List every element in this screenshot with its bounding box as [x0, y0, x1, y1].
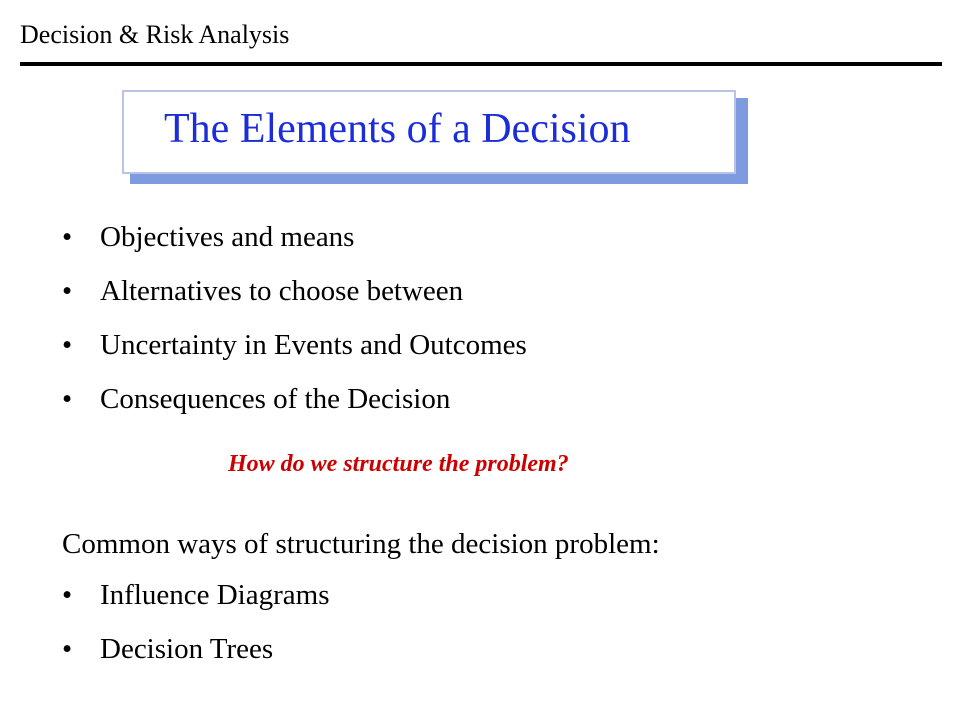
list-item — [62, 382, 527, 436]
list-item-text: Decision Trees — [100, 633, 274, 665]
course-title: Decision & Risk Analysis — [20, 20, 290, 49]
bullet-icon: • — [62, 275, 73, 307]
slide-title-box — [122, 90, 736, 174]
structure-question: How do we structure the problem? — [228, 451, 569, 477]
structuring-methods-list — [62, 578, 329, 686]
list-item-text: Influence Diagrams — [100, 579, 330, 611]
list-item — [62, 274, 527, 328]
list-item-text: Consequences of the Decision — [100, 383, 451, 415]
list-item — [62, 328, 527, 382]
list-item-text: Uncertainty in Events and Outcomes — [100, 329, 527, 361]
bullet-icon: • — [62, 633, 73, 665]
decision-elements-list — [62, 220, 527, 436]
bullet-icon: • — [62, 329, 73, 361]
slide-title: The Elements of a Decision — [164, 106, 631, 152]
list-item — [62, 578, 329, 632]
list-item — [62, 632, 329, 686]
bullet-icon: • — [62, 221, 73, 253]
header-divider — [20, 62, 942, 66]
bullet-icon: • — [62, 579, 73, 611]
structuring-subheading: Common ways of structuring the decision problem: — [62, 528, 660, 560]
list-item — [62, 220, 527, 274]
list-item-text: Alternatives to choose between — [100, 275, 464, 307]
list-item-text: Objectives and means — [100, 221, 355, 253]
bullet-icon: • — [62, 383, 73, 415]
